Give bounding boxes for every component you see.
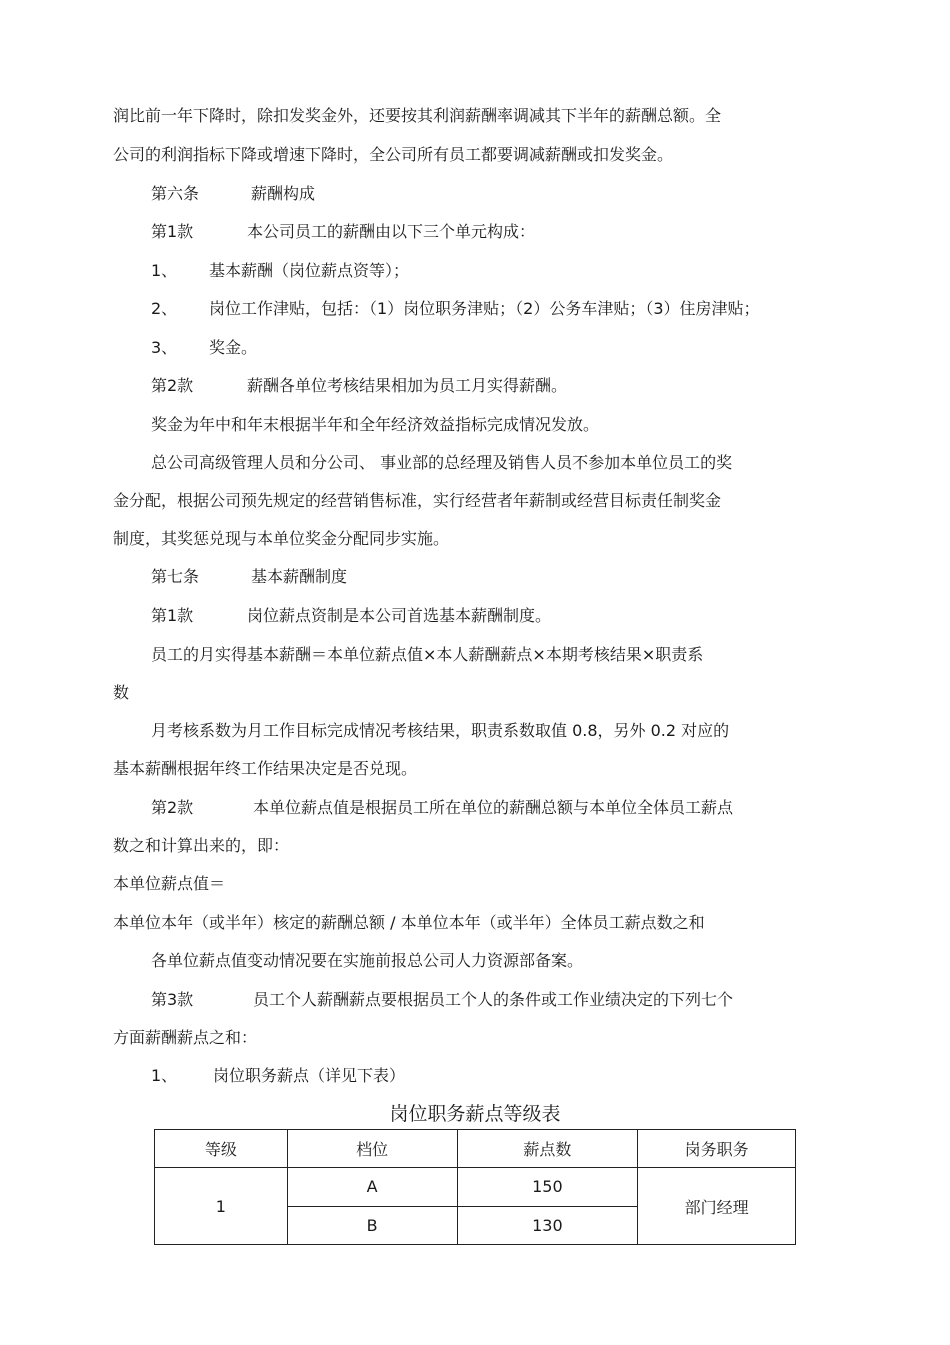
list-item (151, 299, 760, 319)
table-header-row (155, 1130, 796, 1168)
paragraph-line: 基本薪酬根据年终工作结果决定是否兑现。 (113, 759, 418, 778)
clause-number: 第2款 (151, 376, 194, 395)
clause-number: 第2款 (151, 798, 194, 817)
clause-text: 岗位薪点资制是本公司首选基本薪酬制度。 (247, 606, 552, 625)
paragraph-line: 润比前一年下降时，除扣发奖金外，还要按其利润薪酬率调减其下半年的薪酬总额。全 (113, 106, 722, 125)
list-number: 1、 (151, 1066, 178, 1085)
paragraph-line: 方面薪酬薪点之和： (113, 1028, 258, 1047)
table-title: 岗位职务薪点等级表 (389, 1103, 561, 1125)
clause-text: 员工个人薪酬薪点要根据员工个人的条件或工作业绩决定的下列七个 (253, 990, 734, 1009)
formula-line: 本单位本年（或半年）核定的薪酬总额 / 本单位本年（或半年）全体员工薪点数之和 (113, 913, 705, 932)
header-cell: 薪点数 (457, 1130, 638, 1168)
tier-cell: A (287, 1168, 457, 1207)
clause-line (151, 222, 536, 242)
formula-line: 本单位薪点值＝ (113, 874, 226, 893)
clause-line (151, 798, 734, 818)
list-text: 岗位工作津贴，包括：（1）岗位职务津贴；（2）公务车津贴；（3）住房津贴； (209, 299, 760, 318)
list-item (151, 338, 258, 358)
points-cell: 130 (457, 1206, 638, 1245)
list-text: 奖金。 (209, 338, 258, 357)
list-text: 岗位职务薪点（详见下表） (213, 1066, 406, 1085)
list-number: 1、 (151, 261, 178, 280)
article-title: 基本薪酬制度 (251, 567, 348, 586)
clause-text: 本单位薪点值是根据员工所在单位的薪酬总额与本单位全体员工薪点 (253, 798, 734, 817)
list-item (151, 261, 410, 281)
clause-text: 本公司员工的薪酬由以下三个单元构成： (247, 222, 536, 241)
paragraph-line: 制度，其奖惩兑现与本单位奖金分配同步实施。 (113, 529, 450, 548)
paragraph-line: 总公司高级管理人员和分公司、 事业部的总经理及销售人员不参加本单位员工的奖 (151, 453, 733, 472)
paragraph-line: 各单位薪点值变动情况要在实施前报总公司人力资源部备案。 (151, 951, 584, 970)
list-number: 2、 (151, 299, 178, 318)
paragraph-line: 公司的利润指标下降或增速下降时，全公司所有员工都要调减薪酬或扣发奖金。 (113, 145, 674, 164)
header-cell: 岗务职务 (638, 1130, 796, 1168)
grade-table (154, 1129, 796, 1245)
clause-line (151, 606, 552, 626)
paragraph-line: 金分配，根据公司预先规定的经营销售标准，实行经营者年薪制或经营目标责任制奖金 (113, 491, 722, 510)
article-heading (151, 567, 348, 587)
tier-cell: B (287, 1206, 457, 1245)
grade-cell: 1 (155, 1168, 288, 1245)
header-cell: 等级 (155, 1130, 288, 1168)
clause-text: 薪酬各单位考核结果相加为员工月实得薪酬。 (247, 376, 568, 395)
article-number: 第六条 (151, 184, 200, 203)
article-heading (151, 184, 316, 204)
table-row (155, 1168, 796, 1207)
paragraph-line: 奖金为年中和年末根据半年和全年经济效益指标完成情况发放。 (151, 415, 600, 434)
paragraph-line: 月考核系数为月工作目标完成情况考核结果，职责系数取值 0.8，另外 0.2 对应的 (151, 721, 730, 740)
list-number: 3、 (151, 338, 178, 357)
paragraph-line: 员工的月实得基本薪酬＝本单位薪点值×本人薪酬薪点×本期考核结果×职责系 (151, 645, 704, 664)
clause-number: 第1款 (151, 606, 194, 625)
clause-line (151, 376, 568, 396)
header-cell: 档位 (287, 1130, 457, 1168)
clause-number: 第3款 (151, 990, 194, 1009)
list-text: 基本薪酬（岗位薪点资等）； (209, 261, 410, 280)
paragraph-line: 数之和计算出来的，即： (113, 836, 290, 855)
points-cell: 150 (457, 1168, 638, 1207)
position-cell: 部门经理 (638, 1168, 796, 1245)
article-title: 薪酬构成 (251, 184, 316, 203)
clause-number: 第1款 (151, 222, 194, 241)
article-number: 第七条 (151, 567, 200, 586)
list-item (151, 1066, 406, 1086)
paragraph-line: 数 (113, 683, 130, 702)
clause-line (151, 990, 734, 1010)
